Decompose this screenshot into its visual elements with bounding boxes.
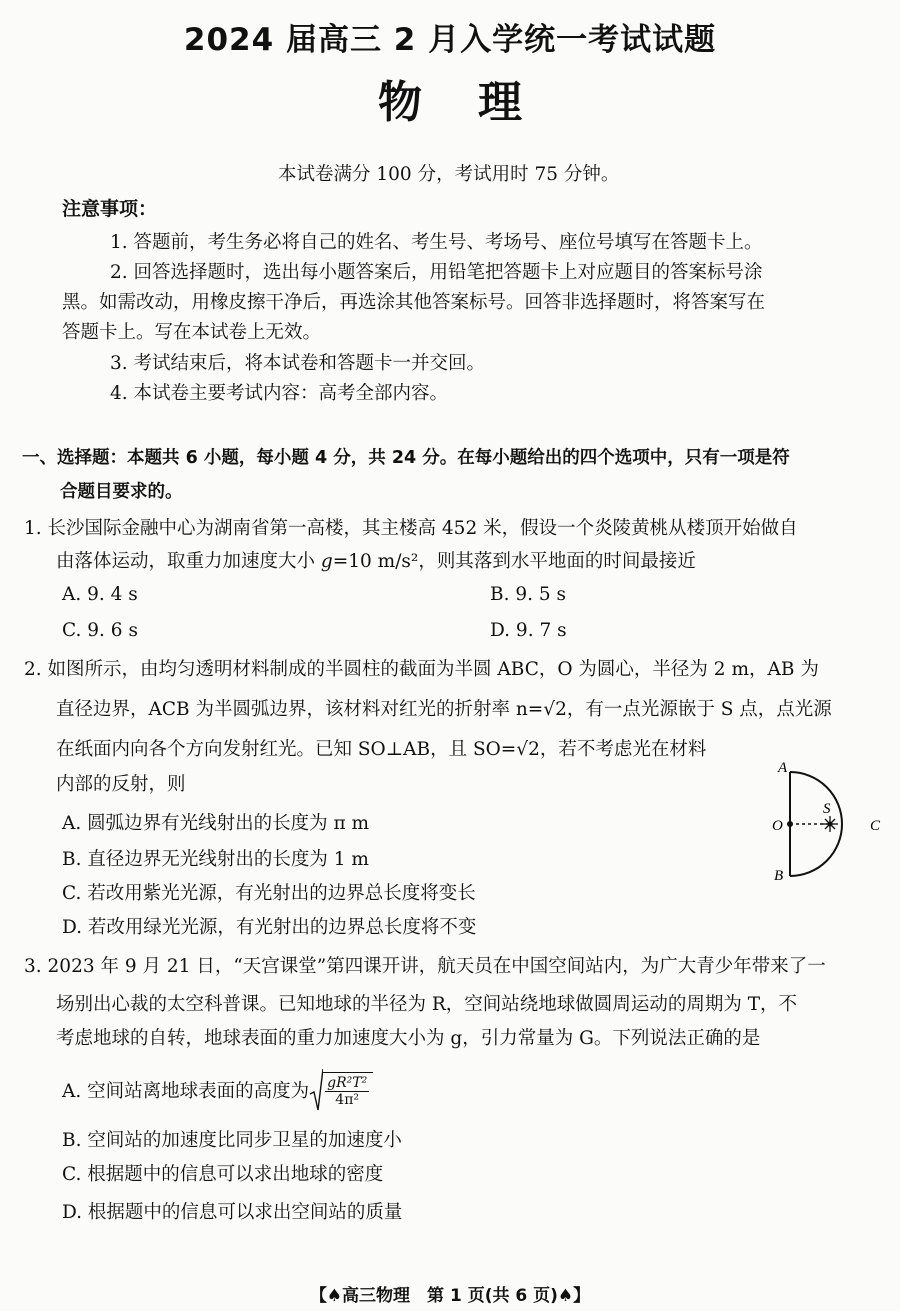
q2-stem-end: 内部的反射，则 [56, 774, 186, 795]
q1-option-c: C. 9. 6 s [62, 620, 138, 641]
q2-option-a: A. 圆弧边界有光线射出的长度为 π m [62, 813, 370, 834]
q1-option-b: B. 9. 5 s [490, 584, 567, 605]
q1-stem-cont: 由落体运动，取重力加速度大小 g=10 m/s²，则其落到水平地面的时间最接近 [56, 551, 696, 572]
notice-item-2-end: 答题卡上。写在本试卷上无效。 [62, 322, 322, 343]
q3-stem-end: 考虑地球的自转，地球表面的重力加速度大小为 g，引力常量为 G。下列说法正确的是 [56, 1028, 761, 1049]
q2-option-d: D. 若改用绿光光源，有光射出的边界总长度将不变 [62, 917, 477, 938]
label-c: C [870, 818, 881, 834]
section-heading-cont: 合题目要求的。 [60, 482, 183, 502]
notice-item-2-cont: 黑。如需改动，用橡皮擦干净后，再选涂其他答案标号。回答非选择题时，将答案写在 [62, 292, 766, 313]
exam-meta: 本试卷满分 100 分，考试用时 75 分钟。 [278, 164, 620, 185]
center-point-o [787, 821, 793, 827]
q3-option-d: D. 根据题中的信息可以求出空间站的质量 [62, 1202, 403, 1223]
label-a: A [778, 760, 788, 776]
sqrt-expression: $\frac{\text{gR²T²}}{\text{4π²}}$ [309, 1068, 373, 1112]
q2-stem-cont-2: 在纸面内向各个方向发射红光。已知 SO⊥AB，且 SO=√2，若不考虑光在材料 [56, 739, 707, 760]
q3-stem-cont: 场别出心裁的太空科普课。已知地球的半径为 R，空间站绕地球做圆周运动的周期为 T，不 [56, 994, 798, 1015]
q3-option-b: B. 空间站的加速度比同步卫星的加速度小 [62, 1130, 402, 1151]
exam-title: 2024 届高三 2 月入学统一考试试题 [183, 22, 717, 58]
notice-item-2: 2. 回答选择题时，选出每小题答案后，用铅笔把答题卡上对应题目的答案标号涂 [110, 262, 763, 283]
notice-item-1: 1. 答题前，考生务必将自己的姓名、考生号、考场号、座位号填写在答题卡上。 [110, 232, 763, 253]
light-rays-icon [822, 816, 838, 832]
section-heading: 一、选择题：本题共 6 小题，每小题 4 分，共 24 分。在每小题给出的四个选项中，只有一项是符 [22, 448, 790, 468]
subject-title: 物理 [378, 77, 578, 128]
q3-option-a: A. 空间站离地球表面的高度为 $\frac{\text{gR²T²}}{\text{4π²}}$ [62, 1068, 373, 1112]
page-footer: 【♠高三物理 第 1 页(共 6 页)♠】 [309, 1286, 591, 1306]
label-s: S [823, 801, 831, 817]
label-b: B [774, 868, 784, 882]
q2-stem: 2. 如图所示，由均匀透明材料制成的半圆柱的截面为半圆 ABC，O 为圆心，半径为 2 m，AB 为 [24, 659, 819, 680]
label-o: O [772, 818, 783, 834]
notice-heading: 注意事项： [62, 198, 158, 220]
q1-option-d: D. 9. 7 s [490, 620, 567, 641]
q3-option-c: C. 根据题中的信息可以求出地球的密度 [62, 1164, 384, 1185]
q2-stem-cont: 直径边界，ACB 为半圆弧边界，该材料对红光的折射率 n=√2，有一点光源嵌于 S 点，点光源 [56, 699, 832, 720]
q1-option-a: A. 9. 4 s [62, 584, 138, 605]
q3-stem: 3. 2023 年 9 月 21 日，“天宫课堂”第四课开讲，航天员在中国空间站内，为广大青少年带来了一 [24, 956, 826, 977]
q2-option-b: B. 直径边界无光线射出的长度为 1 m [62, 849, 369, 870]
semicircle-figure [760, 752, 900, 882]
notice-item-4: 4. 本试卷主要考试内容：高考全部内容。 [110, 383, 449, 404]
sqrt-sign-icon [309, 1068, 323, 1112]
q1-stem: 1. 长沙国际金融中心为湖南省第一高楼，其主楼高 452 米，假设一个炎陵黄桃从楼顶开始做自 [24, 518, 798, 539]
q2-option-c: C. 若改用紫光光源，有光射出的边界总长度将变长 [62, 883, 476, 904]
notice-item-3: 3. 考试结束后，将本试卷和答题卡一并交回。 [110, 353, 486, 374]
